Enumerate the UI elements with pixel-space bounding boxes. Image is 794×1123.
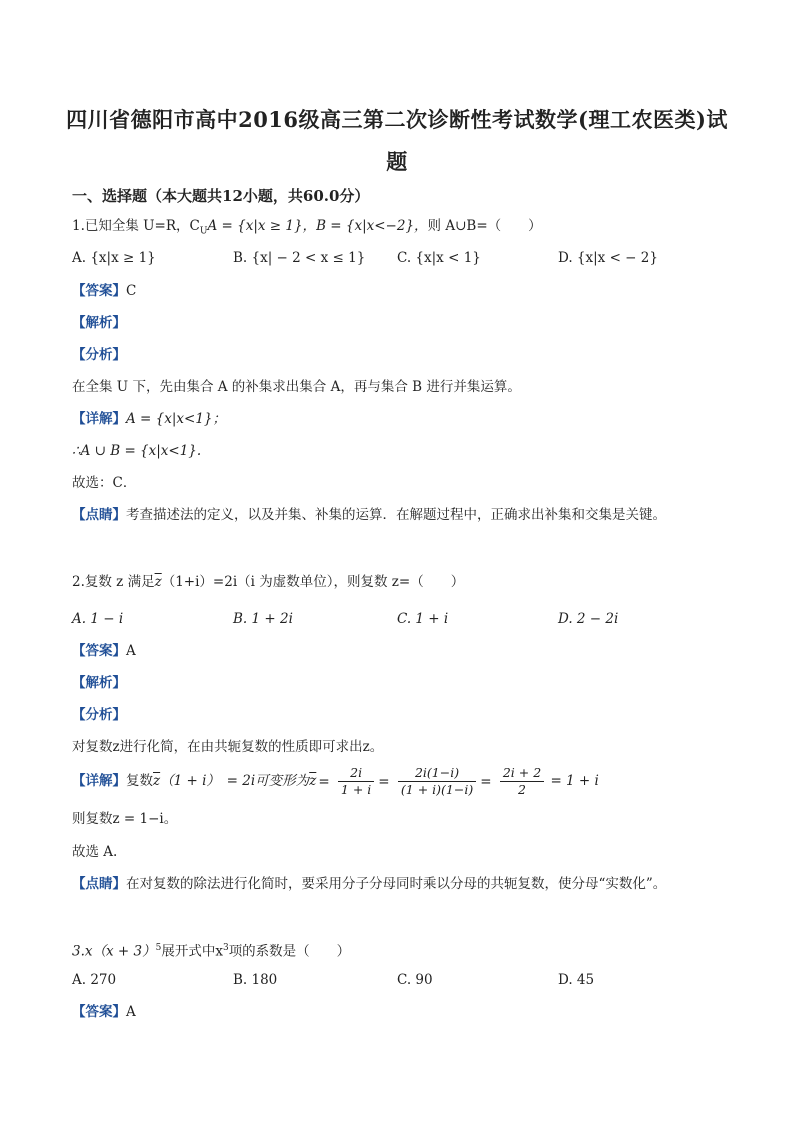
page-title: 四川省德阳市高中2016级高三第二次诊断性考试数学(理工农医类)试 (66, 107, 728, 132)
q1-fenxi-text: 在全集 U 下，先由集合 A 的补集求出集合 A，再与集合 B 进行并集运算。 (72, 379, 521, 395)
q3-stem-b: 展开式中x (161, 943, 223, 960)
xiangjie-text: A = {x|x<1}； (126, 411, 226, 427)
q1-set-b: B = {x|x<−2}， (316, 218, 428, 234)
q1-fenxi-heading (72, 345, 126, 365)
q1-option-b: B. {x| − 2 < x ≤ 1} (233, 250, 366, 266)
q2-then: 则复数z = 1−i。 (72, 811, 178, 827)
dianjing-text: 在对复数的除法进行化简时，要采用分子分母同时乘以分母的共轭复数，使分母“实数化”。 (126, 876, 667, 892)
xiangjie-a: 复数 (126, 773, 153, 789)
q1-stem-b: 则 A∪B=（ ） (427, 218, 542, 234)
dianjing-text: 考查描述法的定义，以及并集、补集的运算．在解题过程中，正确求出补集和交集是关键。 (126, 507, 666, 523)
answer-tag: 【答案】 (72, 1004, 126, 1020)
q3-exp3: 3 (222, 943, 229, 953)
q3-exp5: 5 (155, 943, 162, 953)
answer-tag: 【答案】 (72, 283, 126, 299)
q1-result: ∴A ∪ B = {x|x<1}. (72, 443, 202, 459)
q1-dianjing (72, 505, 666, 525)
fraction-3: $\frac{2i + 2}{2}$ (500, 765, 544, 798)
dianjing-tag: 【点睛】 (72, 507, 126, 523)
xiangjie-tag: 【详解】 (72, 411, 126, 427)
dianjing-tag: 【点睛】 (72, 876, 126, 892)
q2-answer (72, 641, 136, 661)
answer-value: C (126, 283, 137, 299)
page-title-continued: 题 (386, 149, 408, 174)
q1-complement: C (189, 218, 200, 234)
answer-value: A (126, 643, 136, 659)
q1-xiangjie (72, 409, 226, 429)
fraction-1: $\frac{2i}{1 + i}$ (338, 765, 374, 798)
q2-option-d: D. 2 − 2i (558, 611, 619, 627)
q1-complement-sub: U (199, 226, 208, 237)
q3-stem (72, 938, 350, 962)
q3-option-d: D. 45 (558, 972, 595, 988)
q2-stem (72, 572, 464, 592)
q1-option-c: C. {x|x < 1} (397, 250, 481, 266)
answer-value: A (126, 1004, 136, 1020)
q2-fenxi-heading (72, 705, 126, 725)
answer-tag: 【答案】 (72, 643, 126, 659)
xiangjie-tag: 【详解】 (72, 773, 126, 789)
xiangjie-b: （1 + i） = 2i可变形为 (160, 773, 310, 789)
xiangjie-zbar: $\overline{z}$ (153, 773, 161, 789)
xiangjie-zbar-2: $\overline{z}$ (309, 773, 317, 789)
q3-option-b: B. 180 (233, 972, 278, 988)
q1-choose: 故选：C． (72, 475, 137, 491)
q1-stem (72, 216, 542, 242)
q1-option-a: A. {x|x ≥ 1} (72, 250, 156, 266)
q1-analysis (72, 313, 126, 333)
q2-analysis (72, 673, 126, 693)
q2-zbar: $\overline{z}$ (154, 574, 162, 590)
q2-stem-b: （1+i）=2i（i 为虚数单位），则复数 z=（ ） (161, 574, 465, 590)
q2-option-c: C. 1 + i (397, 611, 449, 627)
q1-stem-a: 1.已知全集 U=R， (72, 218, 190, 234)
fenxi-tag: 【分析】 (72, 707, 126, 723)
analysis-tag: 【解析】 (72, 315, 126, 331)
q2-dianjing (72, 874, 666, 894)
q3-answer (72, 1002, 136, 1022)
q3-option-c: C. 90 (397, 972, 433, 988)
q3-stem-c: 项的系数是（ ） (228, 943, 351, 960)
q2-choose: 故选 A. (72, 844, 118, 860)
q2-stem-a: 2.复数 z 满足 (72, 574, 155, 590)
q2-fenxi-text: 对复数z进行化简，在由共轭复数的性质即可求出z。 (72, 739, 384, 755)
fraction-2: $\frac{2i(1-i)}{(1 + i)(1-i)}$ (398, 765, 476, 798)
q1-set-a: A = {x|x ≥ 1}， (207, 218, 317, 234)
q1-option-d: D. {x|x < − 2} (558, 250, 658, 266)
section-heading: 一、选择题（本大题共12小题，共60.0分） (72, 187, 370, 205)
q2-option-b: B. 1 + 2i (233, 611, 293, 627)
q3-stem-a: 3.x（x + 3） (72, 943, 156, 960)
q2-xiangjie: 【详解】复数$\overline{z}(1 + i)$ = 2i可变形为$\overline{z}$ = $\frac{2i}{1 + i}$ = $\frac{2i(1-i)}{(1 + i)(1-i)}$ = $\frac{2i + 2}{2}$ = 1 + i (72, 765, 599, 797)
q3-option-a: A. 270 (72, 972, 117, 988)
fenxi-tag: 【分析】 (72, 347, 126, 363)
q1-answer (72, 281, 136, 301)
xiangjie-eq-end: = 1 + i (550, 773, 599, 789)
q2-option-a: A. 1 − i (72, 611, 124, 627)
analysis-tag: 【解析】 (72, 675, 126, 691)
